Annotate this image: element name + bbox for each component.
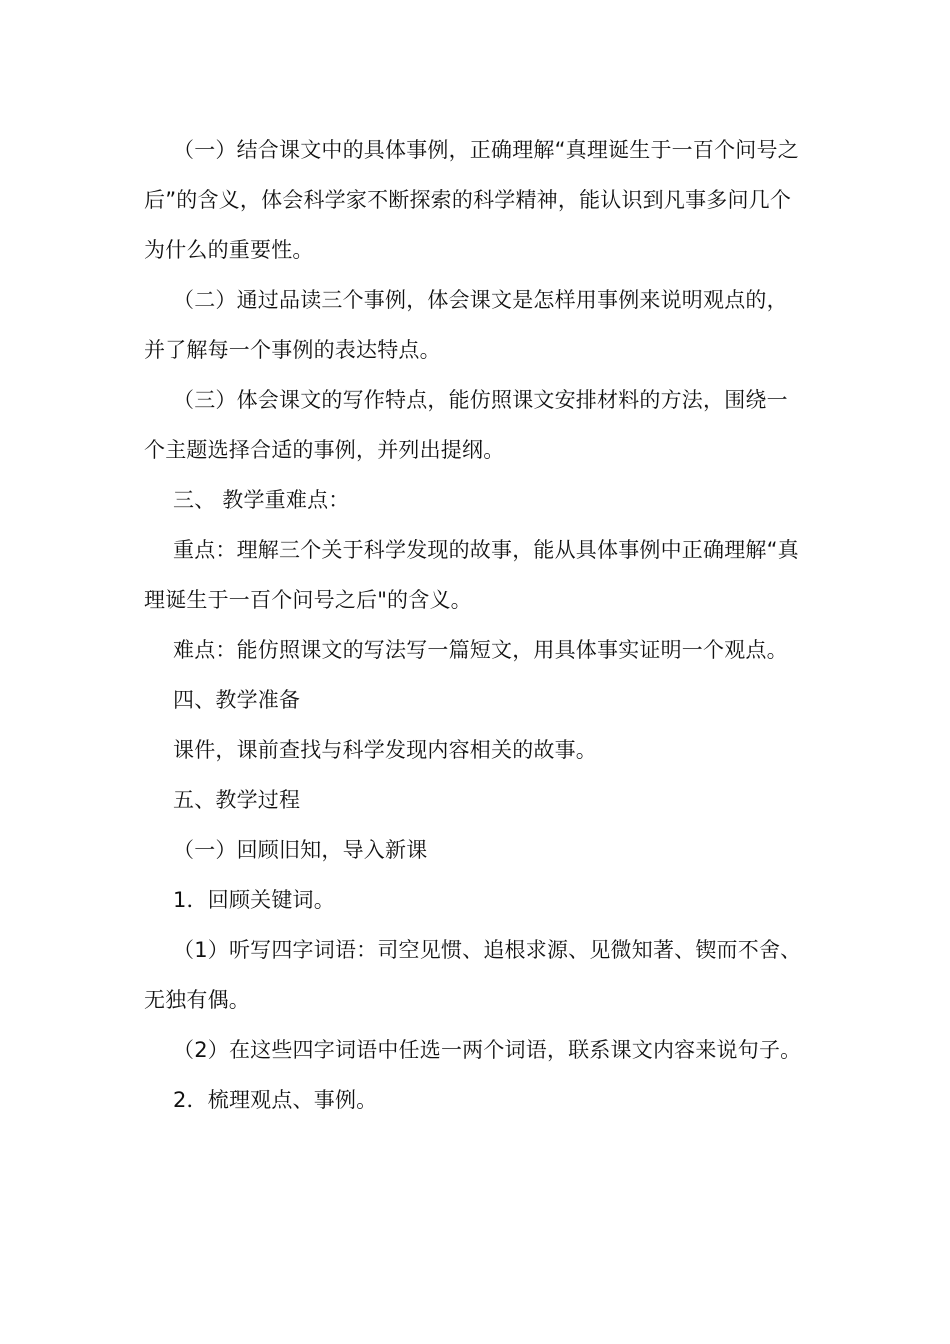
objective-2-paragraph: （二）通过品读三个事例，体会课文是怎样用事例来说明观点的，并了解每一个事例的表达特点。 xyxy=(144,288,788,362)
key-point-paragraph: 重点：理解三个关于科学发现的故事，能从具体事例中正确理解“真理诞生于一百个问号之后"的含义。 xyxy=(144,538,799,612)
document-body xyxy=(144,125,806,1125)
step-1-heading: 1．回顾关键词。 xyxy=(173,888,335,912)
step-1-1-paragraph: （1）听写四字词语：司空见惯、追根求源、见微知著、锲而不舍、无独有偶。 xyxy=(144,938,802,1012)
objective-1-paragraph: （一）结合课文中的具体事例，正确理解“真理诞生于一百个问号之后”的含义，体会科学家不断探索的科学精神，能认识到凡事多问几个为什么的重要性。 xyxy=(144,138,799,262)
step-2-heading: 2．梳理观点、事例。 xyxy=(173,1088,378,1112)
preparation-paragraph: 课件，课前查找与科学发现内容相关的故事。 xyxy=(173,738,597,762)
difficulty-paragraph: 难点：能仿照课文的写法写一篇短文，用具体事实证明一个观点。 xyxy=(173,638,788,662)
step-1-2-paragraph: （2）在这些四字词语中任选一两个词语，联系课文内容来说句子。 xyxy=(173,1038,802,1062)
section-4-heading: 四、教学准备 xyxy=(173,688,301,712)
section-5-heading: 五、教学过程 xyxy=(173,788,301,812)
section-3-heading: 三、 教学重难点： xyxy=(173,488,350,512)
objective-3-paragraph: （三）体会课文的写作特点，能仿照课文安排材料的方法，围绕一个主题选择合适的事例，并列出提纲。 xyxy=(144,388,788,462)
subsection-1-heading: （一）回顾旧知，导入新课 xyxy=(173,838,428,862)
